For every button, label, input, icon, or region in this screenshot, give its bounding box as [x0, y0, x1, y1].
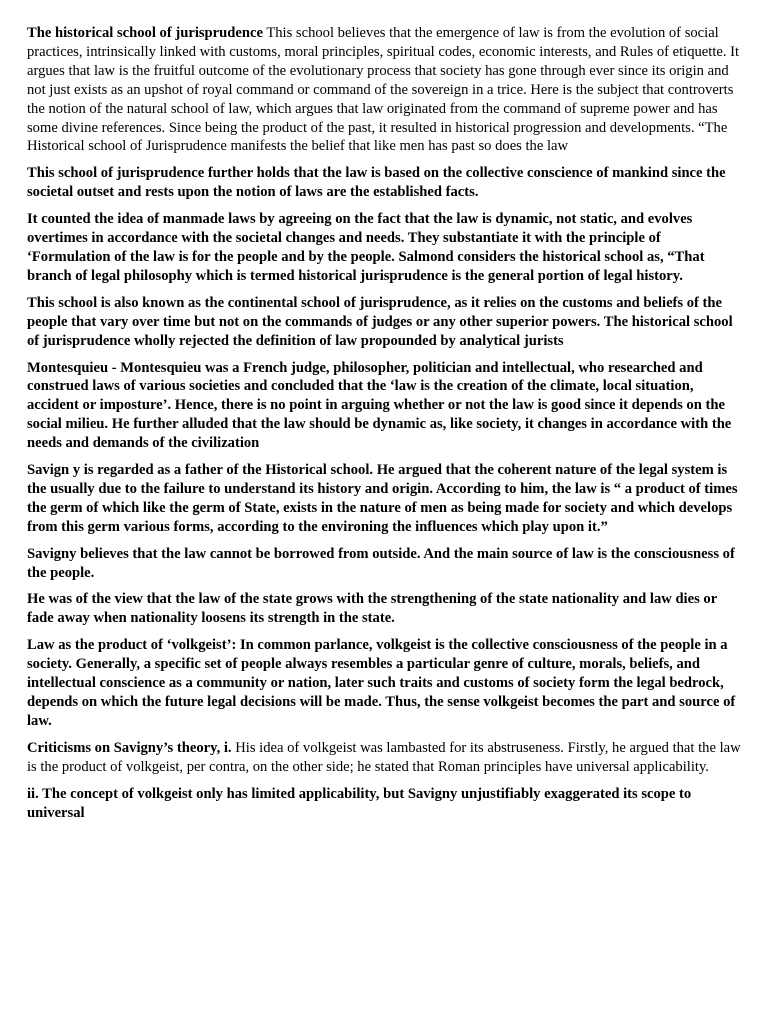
paragraph-body: This school believes that the emergence of law is from the evolution of social practices, intrinsically linked with customs, moral principles, spiritual codes, economic interests, and Rules of etiquette. It argues that law is the fruitful outcome of the evolutionary process that society has gone through ever since its origin and not just exists as an upshot of royal command or command of the sovereign in a trice. Here is the subject that controverts the notion of the natural school of law, which argues that law originated from the command of supreme power and has some divine references. Since being the product of the past, it resulted in historical progression and developments. “The Historical school of Jurisprudence manifests the belief that like men has past so does the law	[27, 25, 740, 155]
paragraph-criticisms	[27, 739, 741, 777]
paragraph-savigny-belief: Savigny believes that the law cannot be borrowed from outside. And the main source of law is the consciousness of the people.	[27, 545, 735, 581]
paragraph-montesquieu: Montesquieu - Montesquieu was a French judge, philosopher, politician and intellectual, who researched and construed laws of various societies and concluded that the ‘law is the creation of the climate, local situation, accident or imposture’. Hence, there is no point in arguing whether or not the law is good since it depends on the social milieu. He further alluded that the law should be dynamic as, like society, it changes in accordance with the needs and demands of the civilization	[27, 359, 732, 452]
paragraph-lead: Criticisms on Savigny’s theory, i.	[27, 739, 232, 756]
paragraph-savigny-father: Savign y is regarded as a father of the Historical school. He argued that the coherent nature of the legal system is the usually due to the failure to understand its history and origin. According to him, the law is “ a product of times the germ of which like the germ of State, exists in the nature of men as being made for society and which develops from this germ various forms, according to the environing the influences which play upon it.”	[27, 462, 738, 535]
paragraph-collective-conscience: This school of jurisprudence further holds that the law is based on the collective conscience of mankind since the societal outset and rests upon the notion of laws are the established facts.	[27, 165, 726, 201]
document-page	[27, 24, 741, 830]
paragraph-lead: The historical school of jurisprudence	[27, 25, 263, 41]
paragraph-state-nationality: He was of the view that the law of the state grows with the strengthening of the state nationality and law dies or fade away when nationality loosens its strength in the state.	[27, 591, 717, 627]
paragraph-continental-school: This school is also known as the continental school of jurisprudence, as it relies on the customs and beliefs of the people that vary over time but not on the commands of judges or any other superior powers. The historical school of jurisprudence wholly rejected the definition of law propounded by analytical jurists	[27, 294, 733, 349]
paragraph-criticism-ii: ii. The concept of volkgeist only has limited applicability, but Savigny unjustifiably exaggerated its scope to universal	[27, 785, 692, 821]
paragraph-manmade-laws: It counted the idea of manmade laws by agreeing on the fact that the law is dynamic, not static, and evolves overtimes in accordance with the societal changes and needs. They substantiate it with the principle of ‘Formulation of the law is for the people and by the people. Salmond considers the historical school as, “That branch of legal philosophy which is termed historical jurisprudence is the general portion of legal history.	[27, 211, 705, 284]
paragraph-volkgeist: Law as the product of ‘volkgeist’: In common parlance, volkgeist is the collective consciousness of the people in a society. Generally, a specific set of people always resembles a particular genre of culture, morals, beliefs, and intellectual conscience as a community or nation, later such traits and customs of society form the legal bedrock, depends on which the future legal decisions will be made. Thus, the sense volkgeist becomes the part and source of law.	[27, 637, 736, 729]
paragraph-body: His idea of volkgeist was lambasted for its abstruseness. Firstly, he argued that the law is the product of volkgeist, per contra, on the other side; he stated that Roman principles have universal applicability.	[27, 739, 741, 775]
paragraph-historical-school-intro	[27, 24, 741, 156]
